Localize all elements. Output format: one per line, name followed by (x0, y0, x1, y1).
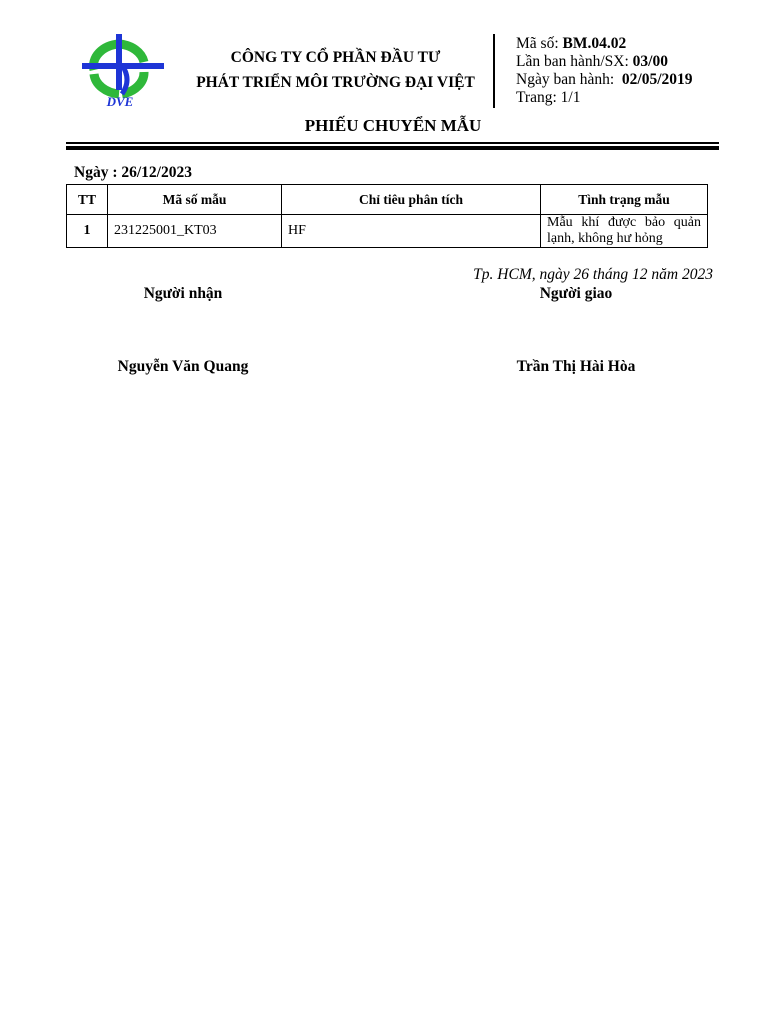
table-header-row (67, 185, 708, 215)
sender-name: Trần Thị Hài Hòa (516, 358, 636, 375)
doc-code: Mã số: BM.04.02 (516, 35, 627, 52)
company-name-line1: CÔNG TY CỔ PHẦN ĐẦU TƯ (230, 49, 441, 66)
col-header-analysis: Chỉ tiêu phân tích (282, 185, 541, 215)
company-name-line2: PHÁT TRIỂN MÔI TRƯỜNG ĐẠI VIỆT (196, 74, 475, 91)
table-row (67, 215, 708, 248)
cell-analysis: HF (282, 215, 541, 248)
cell-status: Mẫu khí được bảo quản lạnh, không hư hỏng (541, 215, 708, 248)
receiver-role: Người nhận (143, 285, 223, 302)
header-divider (493, 34, 495, 108)
revision: Lần ban hành/SX: 03/00 (516, 53, 668, 70)
place-date: Tp. HCM, ngày 26 tháng 12 năm 2023 (473, 266, 713, 283)
col-header-sample-code: Mã số mẫu (108, 185, 282, 215)
dve-logo-icon (72, 32, 170, 112)
receiver-name: Nguyễn Văn Quang (117, 358, 249, 375)
svg-text:DVE: DVE (106, 94, 134, 109)
sender-role: Người giao (539, 285, 613, 302)
page-number: Trang: 1/1 (516, 89, 581, 106)
document-title: PHIẾU CHUYỂN MẪU (304, 116, 482, 135)
header-rule-thin (66, 142, 719, 144)
company-logo (72, 32, 170, 112)
issue-date: Ngày ban hành: 02/05/2019 (516, 71, 693, 88)
sample-table (66, 184, 708, 248)
col-header-status: Tình trạng mẫu (541, 185, 708, 215)
transfer-date: Ngày : 26/12/2023 (74, 164, 192, 181)
cell-tt: 1 (67, 215, 108, 248)
header-rule-thick (66, 146, 719, 150)
col-header-tt: TT (67, 185, 108, 215)
cell-sample-code: 231225001_KT03 (108, 215, 282, 248)
